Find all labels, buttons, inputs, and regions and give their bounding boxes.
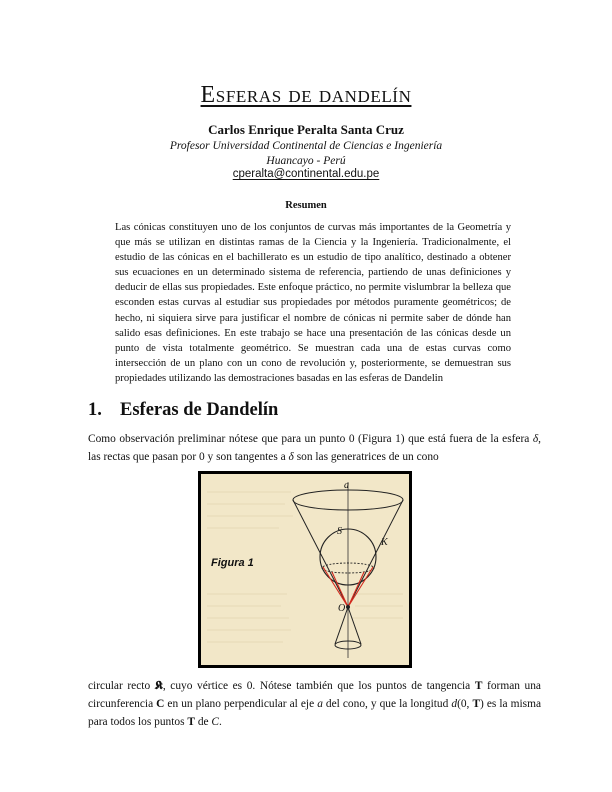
section-number: 1. bbox=[88, 400, 102, 420]
section-heading bbox=[88, 400, 278, 421]
label-axis: a bbox=[344, 480, 349, 491]
author-name: Carlos Enrique Peralta Santa Cruz bbox=[208, 122, 404, 137]
figure-1 bbox=[198, 471, 412, 668]
label-sphere: S bbox=[337, 526, 342, 537]
paper-title: Esferas de dandelín bbox=[200, 82, 412, 108]
figure-caption: Figura 1 bbox=[211, 557, 254, 569]
abstract-text: Las cónicas constituyen uno de los conjuntos de curvas más importantes de la Geometría y que más se utilizan en distintas ramas de la Ciencia y la Ingeniería. Tradicionalmente, el estudio de las cónicas en el bachillerato es un estudio de tipo analítico, destinado a obtener sus ecuaciones en un determinado sistema de referencia, partiendo de unas definiciones y deducir de ellas sus propiedades. Este enfoque práctico, no permite vislumbrar la belleza que esconden estas curvas al estudiar sus propiedades por métodos puramente geométricos; de hecho, ni siquiera sirve para justificar el nombre de cónicas ni permite saber de dónde han salido esas definiciones. En este trabajo se hace una presentación de las cónicas desde un punto de vista totalmente geométrico. Se muestran cada una de estas curvas como intersección de un plano con un cono de revolución y, posteriormente, se demuestran sus propiedades utilizando las demostraciones basadas en las esferas de Dandelin bbox=[115, 222, 511, 384]
abstract-heading: Resumen bbox=[285, 200, 327, 211]
author-location: Huancayo - Perú bbox=[266, 155, 346, 167]
delta-symbol: δ bbox=[532, 433, 539, 445]
author-affiliation: Profesor Universidad Continental de Ciencias e Ingeniería bbox=[169, 140, 443, 152]
author-email-link[interactable]: cperalta@continental.edu.pe bbox=[232, 168, 380, 180]
label-vertex: O bbox=[338, 603, 346, 614]
cone-sphere-diagram bbox=[201, 474, 409, 665]
section-title: Esferas de Dandelín bbox=[120, 400, 279, 420]
delta-symbol: δ bbox=[288, 451, 294, 463]
cone-symbol: 𝕶 bbox=[154, 680, 163, 692]
vertex-point bbox=[346, 605, 350, 609]
body-paragraph-2: circular recto 𝕶, cuyo vértice es 0. Nótese también que los puntos de tangencia T forman una circunferencia C en un plano perpendicular al eje a del cono, y que la longitud d(0, T) es la misma para todos los puntos T de C. bbox=[88, 680, 542, 728]
label-cone: K bbox=[381, 537, 388, 548]
body-paragraph-1: Como observación preliminar nótese que para un punto 0 (Figura 1) que está fuera de la esfera δ, las rectas que pasan por 0 y son tangentes a δ son las generatrices de un cono bbox=[88, 433, 541, 463]
